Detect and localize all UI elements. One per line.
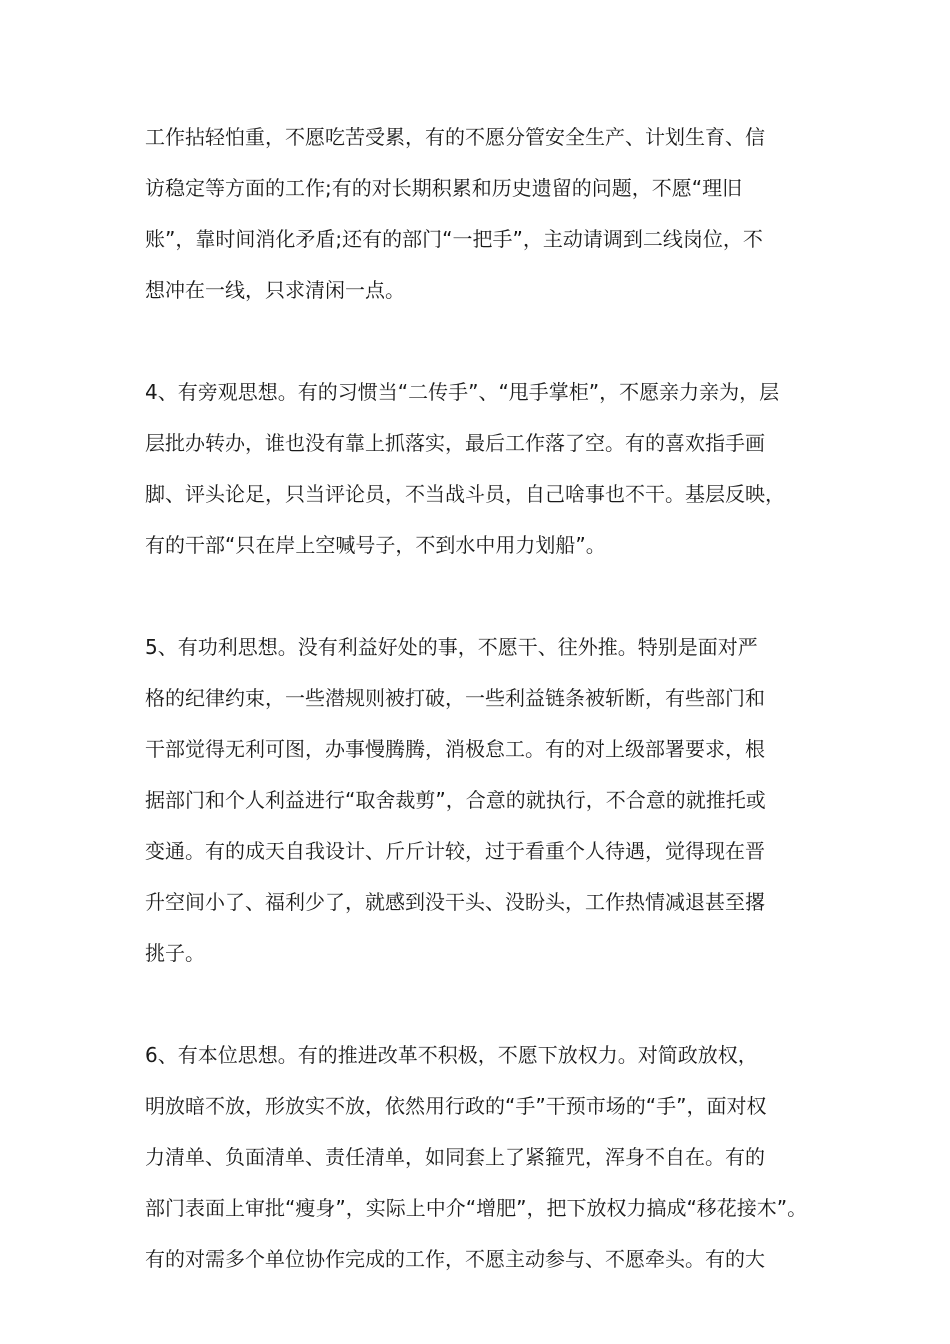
paragraph-continuation bbox=[145, 112, 810, 316]
paragraph-item-6 bbox=[145, 1030, 810, 1285]
text-line: 账”，靠时间消化矛盾;还有的部门“一把手”，主动请调到二线岗位，不 bbox=[145, 227, 763, 251]
text-line: 访稳定等方面的工作;有的对长期积累和历史遗留的问题，不愿“理旧 bbox=[145, 176, 743, 200]
text-line: 据部门和个人利益进行“取舍裁剪”，合意的就执行，不合意的就推托或 bbox=[145, 788, 766, 812]
text-line: 有的干部“只在岸上空喊号子，不到水中用力划船”。 bbox=[145, 533, 606, 557]
paragraph-item-4 bbox=[145, 367, 810, 571]
text-line: 层批办转办，谁也没有靠上抓落实，最后工作落了空。有的喜欢指手画 bbox=[145, 431, 765, 455]
text-line: 格的纪律约束，一些潜规则被打破，一些利益链条被斩断，有些部门和 bbox=[145, 686, 765, 710]
paragraph-item-5 bbox=[145, 622, 810, 979]
text-line: 工作拈轻怕重，不愿吃苦受累，有的不愿分管安全生产、计划生育、信 bbox=[145, 125, 765, 149]
text-line: 想冲在一线，只求清闲一点。 bbox=[145, 278, 405, 302]
text-line: 升空间小了、福利少了，就感到没干头、没盼头，工作热情减退甚至撂 bbox=[145, 890, 765, 914]
text-line: 干部觉得无利可图，办事慢腾腾，消极怠工。有的对上级部署要求，根 bbox=[145, 737, 765, 761]
text-line: 挑子。 bbox=[145, 941, 205, 965]
text-line: 力清单、负面清单、责任清单，如同套上了紧箍咒，浑身不自在。有的 bbox=[145, 1145, 765, 1169]
text-line: 5、有功利思想。没有利益好处的事，不愿干、往外推。特别是面对严 bbox=[145, 635, 758, 659]
text-line: 脚、评头论足，只当评论员，不当战斗员，自己啥事也不干。基层反映， bbox=[145, 482, 785, 506]
text-line: 部门表面上审批“瘦身”，实际上中介“增肥”，把下放权力搞成“移花接木”。 bbox=[145, 1196, 808, 1220]
text-line: 4、有旁观思想。有的习惯当“二传手”、“甩手掌柜”，不愿亲力亲为，层 bbox=[145, 380, 780, 404]
document-body bbox=[145, 112, 810, 1285]
text-line: 有的对需多个单位协作完成的工作，不愿主动参与、不愿牵头。有的大 bbox=[145, 1247, 765, 1271]
text-line: 变通。有的成天自我设计、斤斤计较，过于看重个人待遇，觉得现在晋 bbox=[145, 839, 765, 863]
text-line: 6、有本位思想。有的推进改革不积极，不愿下放权力。对简政放权， bbox=[145, 1043, 758, 1067]
text-line: 明放暗不放，形放实不放，依然用行政的“手”干预市场的“手”，面对权 bbox=[145, 1094, 767, 1118]
